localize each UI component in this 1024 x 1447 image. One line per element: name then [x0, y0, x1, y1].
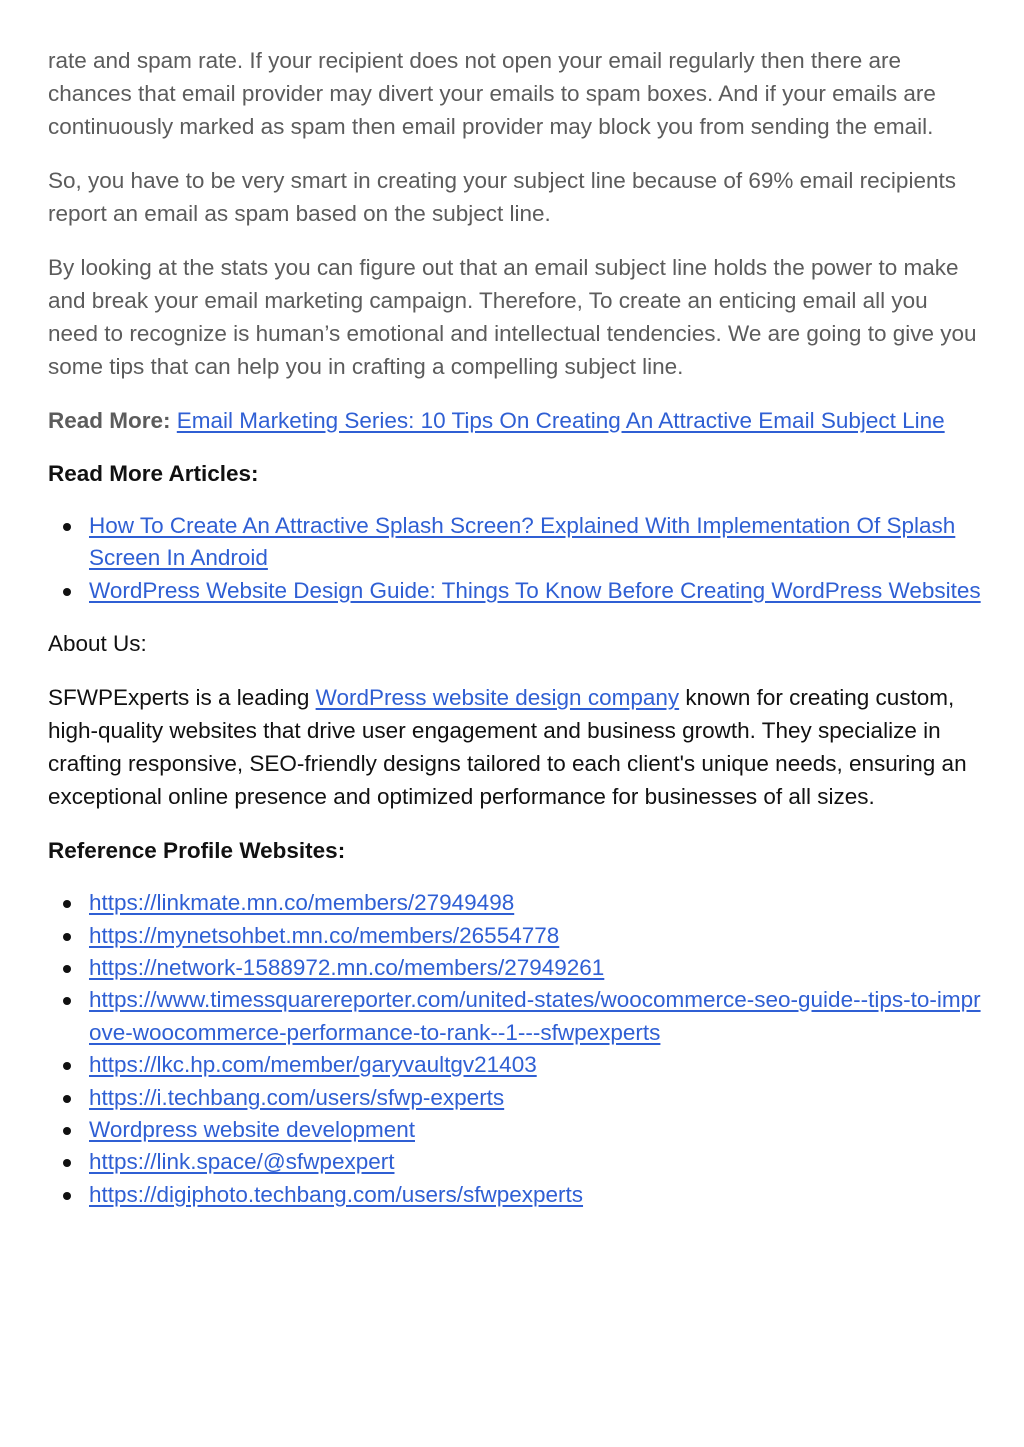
reference-link-network[interactable]: https://network-1588972.mn.co/members/27949261: [89, 955, 605, 981]
document-body: [48, 44, 983, 1211]
list-item: [48, 1114, 983, 1146]
read-more-link[interactable]: Email Marketing Series: 10 Tips On Creating An Attractive Email Subject Line: [176, 408, 945, 433]
paragraph-spam-rate: rate and spam rate. If your recipient does not open your email regularly then there are chances that email provider may divert your emails to spam boxes. And if your emails are continuously marked as spam then email provider may block you from sending the email.: [48, 48, 936, 139]
bullet-icon: [63, 523, 71, 531]
reference-link-link-space[interactable]: https://link.space/@sfwpexpert: [89, 1149, 395, 1175]
about-paragraph: [48, 681, 983, 813]
reference-link-mynetsohbet[interactable]: https://mynetsohbet.mn.co/members/26554778: [89, 922, 560, 948]
list-item: [48, 510, 983, 575]
list-item: [48, 952, 983, 984]
reference-link-timessquarereporter[interactable]: https://www.timessquarereporter.com/united-states/woocommerce-seo-guide--tips-to-improve-woocommerce-performance-to-rank--1---sfwpexperts: [89, 987, 981, 1045]
bullet-icon: [63, 997, 71, 1005]
bullet-icon: [63, 1159, 71, 1167]
list-item: [48, 1082, 983, 1114]
bullet-icon: [63, 900, 71, 908]
paragraph-subject-line-stats: So, you have to be very smart in creating your subject line because of 69% email recipients report an email as spam based on the subject line.: [48, 168, 956, 226]
read-more-label: Read More:: [48, 408, 171, 433]
bullet-icon: [63, 1192, 71, 1200]
about-text-after-link: known for creating custom, high-quality websites that drive user engagement and business growth. They specialize in crafting responsive, SEO-friendly designs tailored to each client's unique needs, ensuring an exceptional online presence and optimized performance for businesses of all sizes.: [48, 685, 967, 810]
reference-link-linkmate[interactable]: https://linkmate.mn.co/members/27949498: [89, 890, 515, 916]
paragraph-subject-line-power: By looking at the stats you can figure out that an email subject line holds the power to make and break your email marketing campaign. Therefore, To create an enticing email all you need to recognize is human’s emotional and intellectual tendencies. We are going to give you some tips that can help you in crafting a compelling subject line.: [48, 255, 977, 379]
bullet-icon: [63, 933, 71, 941]
reference-link-techbang[interactable]: https://i.techbang.com/users/sfwp-experts: [89, 1084, 505, 1110]
bullet-icon: [63, 1127, 71, 1135]
bullet-icon: [63, 588, 71, 596]
references-heading: Reference Profile Websites:: [48, 838, 346, 864]
list-item: [48, 1179, 983, 1211]
article-link-wordpress-guide[interactable]: WordPress Website Design Guide: Things To Know Before Creating WordPress Websites: [89, 577, 981, 603]
articles-list: [48, 510, 983, 607]
about-text-before-link: SFWPExperts is a leading: [48, 685, 316, 711]
reference-link-digiphoto[interactable]: https://digiphoto.techbang.com/users/sfwpexperts: [89, 1181, 584, 1207]
list-item: [48, 575, 983, 607]
reference-link-wordpress-development[interactable]: Wordpress website development: [89, 1117, 415, 1143]
references-list: [48, 887, 983, 1211]
list-item: [48, 887, 983, 919]
bullet-icon: [63, 1095, 71, 1103]
bullet-icon: [63, 965, 71, 973]
about-heading: About Us:: [48, 631, 147, 657]
articles-heading: Read More Articles:: [48, 461, 259, 486]
list-item: [48, 984, 983, 1049]
list-item: [48, 920, 983, 952]
about-company-link[interactable]: WordPress website design company: [315, 685, 680, 711]
list-item: [48, 1146, 983, 1178]
article-link-splash-screen[interactable]: How To Create An Attractive Splash Screen? Explained With Implementation Of Splash Screen In Android: [89, 513, 956, 571]
bullet-icon: [63, 1062, 71, 1070]
list-item: [48, 1049, 983, 1081]
reference-link-lkc-hp[interactable]: https://lkc.hp.com/member/garyvaultgv21403: [89, 1052, 537, 1078]
read-more-line: [48, 404, 983, 437]
